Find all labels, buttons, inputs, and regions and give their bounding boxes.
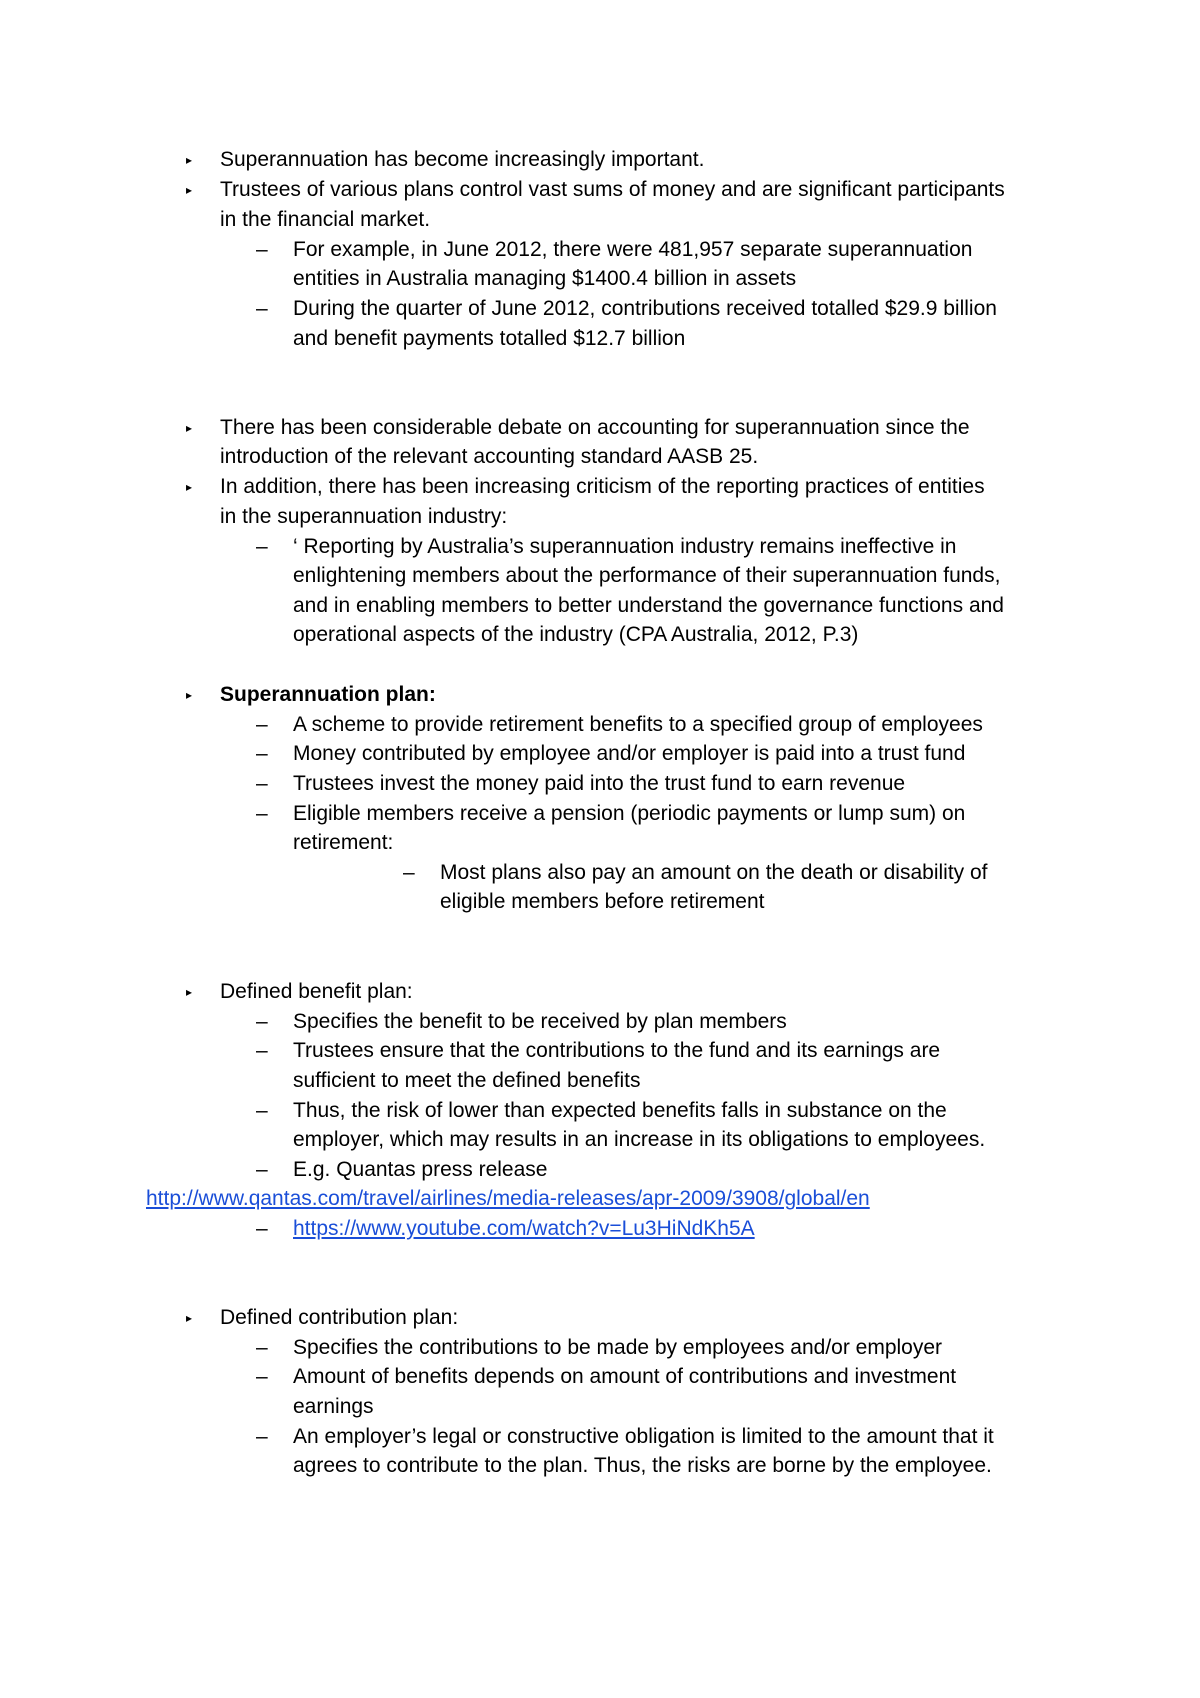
bullet-icon: ▸ bbox=[186, 421, 193, 435]
text-line: A scheme to provide retirement benefits to a specified group of employees bbox=[293, 713, 983, 736]
dash-icon: – bbox=[256, 238, 268, 261]
dash-icon: – bbox=[256, 1217, 268, 1240]
dash-icon: – bbox=[256, 1336, 268, 1359]
dash-icon: – bbox=[256, 772, 268, 795]
text-line: An employer’s legal or constructive obligation is limited to the amount that it bbox=[293, 1425, 994, 1448]
text-line: For example, in June 2012, there were 481,957 separate superannuation bbox=[293, 238, 973, 261]
text-line: and in enabling members to better understand the governance functions and bbox=[293, 594, 1004, 617]
dash-icon: – bbox=[256, 1365, 268, 1388]
text-line: entities in Australia managing $1400.4 billion in assets bbox=[293, 267, 797, 290]
text-line: sufficient to meet the defined benefits bbox=[293, 1069, 641, 1092]
text-line: Specifies the benefit to be received by plan members bbox=[293, 1010, 787, 1033]
bullet-icon: ▸ bbox=[186, 480, 193, 494]
text-line: operational aspects of the industry (CPA Australia, 2012, P.3) bbox=[293, 623, 859, 646]
text-line: Most plans also pay an amount on the death or disability of bbox=[440, 861, 988, 884]
text-line: eligible members before retirement bbox=[440, 890, 765, 913]
dash-icon: – bbox=[256, 742, 268, 765]
text-line: in the superannuation industry: bbox=[220, 505, 508, 528]
text-line: employer, which may results in an increase in its obligations to employees. bbox=[293, 1128, 986, 1151]
dash-icon: – bbox=[256, 713, 268, 736]
text-line: retirement: bbox=[293, 831, 394, 854]
section-heading: Superannuation plan: bbox=[220, 683, 436, 706]
text-line: and benefit payments totalled $12.7 billion bbox=[293, 327, 686, 350]
text-line: in the financial market. bbox=[220, 208, 431, 231]
text-line: earnings bbox=[293, 1395, 374, 1418]
text-line: In addition, there has been increasing criticism of the reporting practices of entities bbox=[220, 475, 985, 498]
text-line: Trustees invest the money paid into the trust fund to earn revenue bbox=[293, 772, 906, 795]
text-line: Trustees of various plans control vast sums of money and are significant participants bbox=[220, 178, 1005, 201]
text-line: There has been considerable debate on accounting for superannuation since the bbox=[220, 416, 970, 439]
bullet-icon: ▸ bbox=[186, 1311, 193, 1325]
text-line: Superannuation has become increasingly important. bbox=[220, 148, 705, 171]
dash-icon: – bbox=[256, 802, 268, 825]
dash-icon: – bbox=[256, 535, 268, 558]
dash-icon: – bbox=[256, 1425, 268, 1448]
text-line: Money contributed by employee and/or employer is paid into a trust fund bbox=[293, 742, 966, 765]
text-line: E.g. Quantas press release bbox=[293, 1158, 548, 1181]
dash-icon: – bbox=[256, 1099, 268, 1122]
bullet-icon: ▸ bbox=[186, 985, 193, 999]
bullet-icon: ▸ bbox=[186, 153, 193, 167]
bullet-icon: ▸ bbox=[186, 183, 193, 197]
text-line: Specifies the contributions to be made by employees and/or employer bbox=[293, 1336, 943, 1359]
text-line: During the quarter of June 2012, contributions received totalled $29.9 billion bbox=[293, 297, 997, 320]
text-line: Thus, the risk of lower than expected benefits falls in substance on the bbox=[293, 1099, 947, 1122]
text-line: Eligible members receive a pension (periodic payments or lump sum) on bbox=[293, 802, 966, 825]
youtube-link[interactable]: https://www.youtube.com/watch?v=Lu3HiNdKh5A bbox=[293, 1217, 755, 1240]
text-line: Trustees ensure that the contributions to the fund and its earnings are bbox=[293, 1039, 941, 1062]
dash-icon: – bbox=[256, 1158, 268, 1181]
text-line: Amount of benefits depends on amount of contributions and investment bbox=[293, 1365, 957, 1388]
text-line: introduction of the relevant accounting standard AASB 25. bbox=[220, 445, 759, 468]
text-line: agrees to contribute to the plan. Thus, the risks are borne by the employee. bbox=[293, 1454, 992, 1477]
text-line: ‘ Reporting by Australia’s superannuation industry remains ineffective in bbox=[293, 535, 957, 558]
bullet-icon: ▸ bbox=[186, 688, 193, 702]
text-line: enlightening members about the performance of their superannuation funds, bbox=[293, 564, 1001, 587]
text-line: Defined benefit plan: bbox=[220, 980, 413, 1003]
dash-icon: – bbox=[256, 1010, 268, 1033]
dash-icon: – bbox=[256, 1039, 268, 1062]
dash-icon: – bbox=[403, 861, 415, 884]
dash-icon: – bbox=[256, 297, 268, 320]
text-line: Defined contribution plan: bbox=[220, 1306, 459, 1329]
qantas-link[interactable]: http://www.qantas.com/travel/airlines/media-releases/apr-2009/3908/global/en bbox=[146, 1187, 870, 1210]
